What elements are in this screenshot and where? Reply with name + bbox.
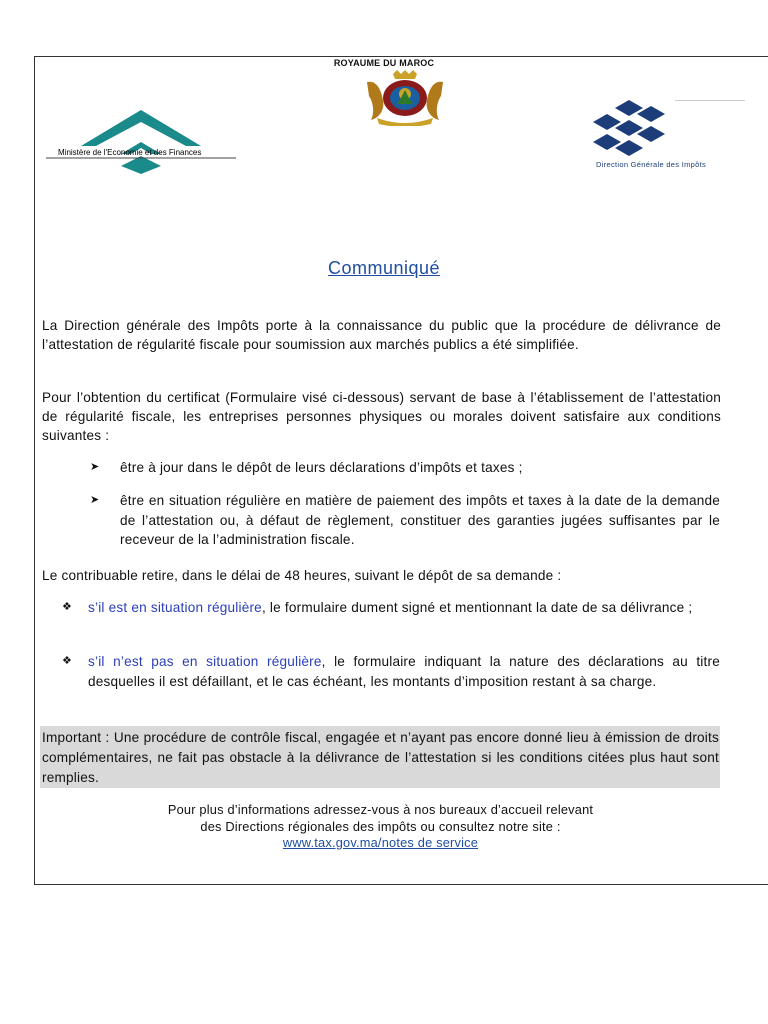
condition-item	[90, 458, 720, 478]
footer-line-2: des Directions régionales des impôts ou consultez notre site :	[200, 818, 561, 834]
coat-of-arms-icon	[357, 70, 453, 126]
important-text: Important : Une procédure de contrôle fiscal, engagée et n’ayant pas encore donné lieu à émission de droits complémentaires, ne fait pas obstacle à la délivrance de l’attestation si les conditions citées plus haut sont remplies.	[42, 730, 719, 785]
kingdom-heading: ROYAUME DU MAROC	[333, 58, 435, 68]
case-item	[62, 598, 720, 618]
case-text: , le formulaire indiquant la nature des déclarations au titre desquelles il est défaillant, et le cas échéant, les montants d’imposition restant à sa charge.	[88, 654, 720, 689]
diamond-bullet-icon: ❖	[62, 655, 73, 667]
retrieval-paragraph: Le contribuable retire, dans le délai de 48 heures, suivant le dépôt de sa demande :	[42, 568, 562, 583]
case-item	[62, 652, 720, 691]
intro-paragraph: La Direction générale des Impôts porte à la connaissance du public que la procédure de délivrance de l’attestation de régularité fiscale pour soumission aux marchés publics a été simplifiée.	[42, 318, 721, 352]
conditions-intro-paragraph: Pour l’obtention du certificat (Formulaire visé ci-dessous) servant de base à l’établissement de l’attestation de régularité fiscale, les entreprises personnes physiques ou morales doivent satisfaire aux conditions suivantes :	[42, 390, 721, 443]
ministry-name: Ministère de l'Economie et des Finances	[58, 148, 202, 157]
ministry-logo-icon	[46, 110, 236, 174]
case-highlight: s’il est en situation régulière	[88, 600, 262, 615]
diamond-bullet-icon: ❖	[62, 601, 73, 613]
case-text: , le formulaire dument signé et mentionnant la date de sa délivrance ;	[261, 600, 693, 615]
page-title: Communiqué	[327, 258, 441, 278]
arrowhead-icon: ➤	[90, 461, 100, 473]
case-highlight: s’il n’est pas en situation régulière	[88, 654, 322, 669]
footer-line-1: Pour plus d’informations adressez-vous à nos bureaux d’accueil relevant	[167, 802, 594, 817]
condition-item	[90, 491, 720, 550]
condition-text: être en situation régulière en matière de paiement des impôts et taxes à la date de la demande de l’attestation ou, à défaut de règlement, constituer des garanties jugées suffisantes par le receveur de la l’administration fiscale.	[120, 493, 720, 547]
footer	[0, 802, 761, 852]
arrowhead-icon: ➤	[90, 494, 100, 506]
website-link[interactable]: www.tax.gov.ma/notes de service	[282, 835, 479, 850]
condition-text: être à jour dans le dépôt de leurs déclarations d’impôts et taxes ;	[120, 460, 523, 475]
dgi-name: Direction Générale des Impôts	[596, 160, 706, 169]
